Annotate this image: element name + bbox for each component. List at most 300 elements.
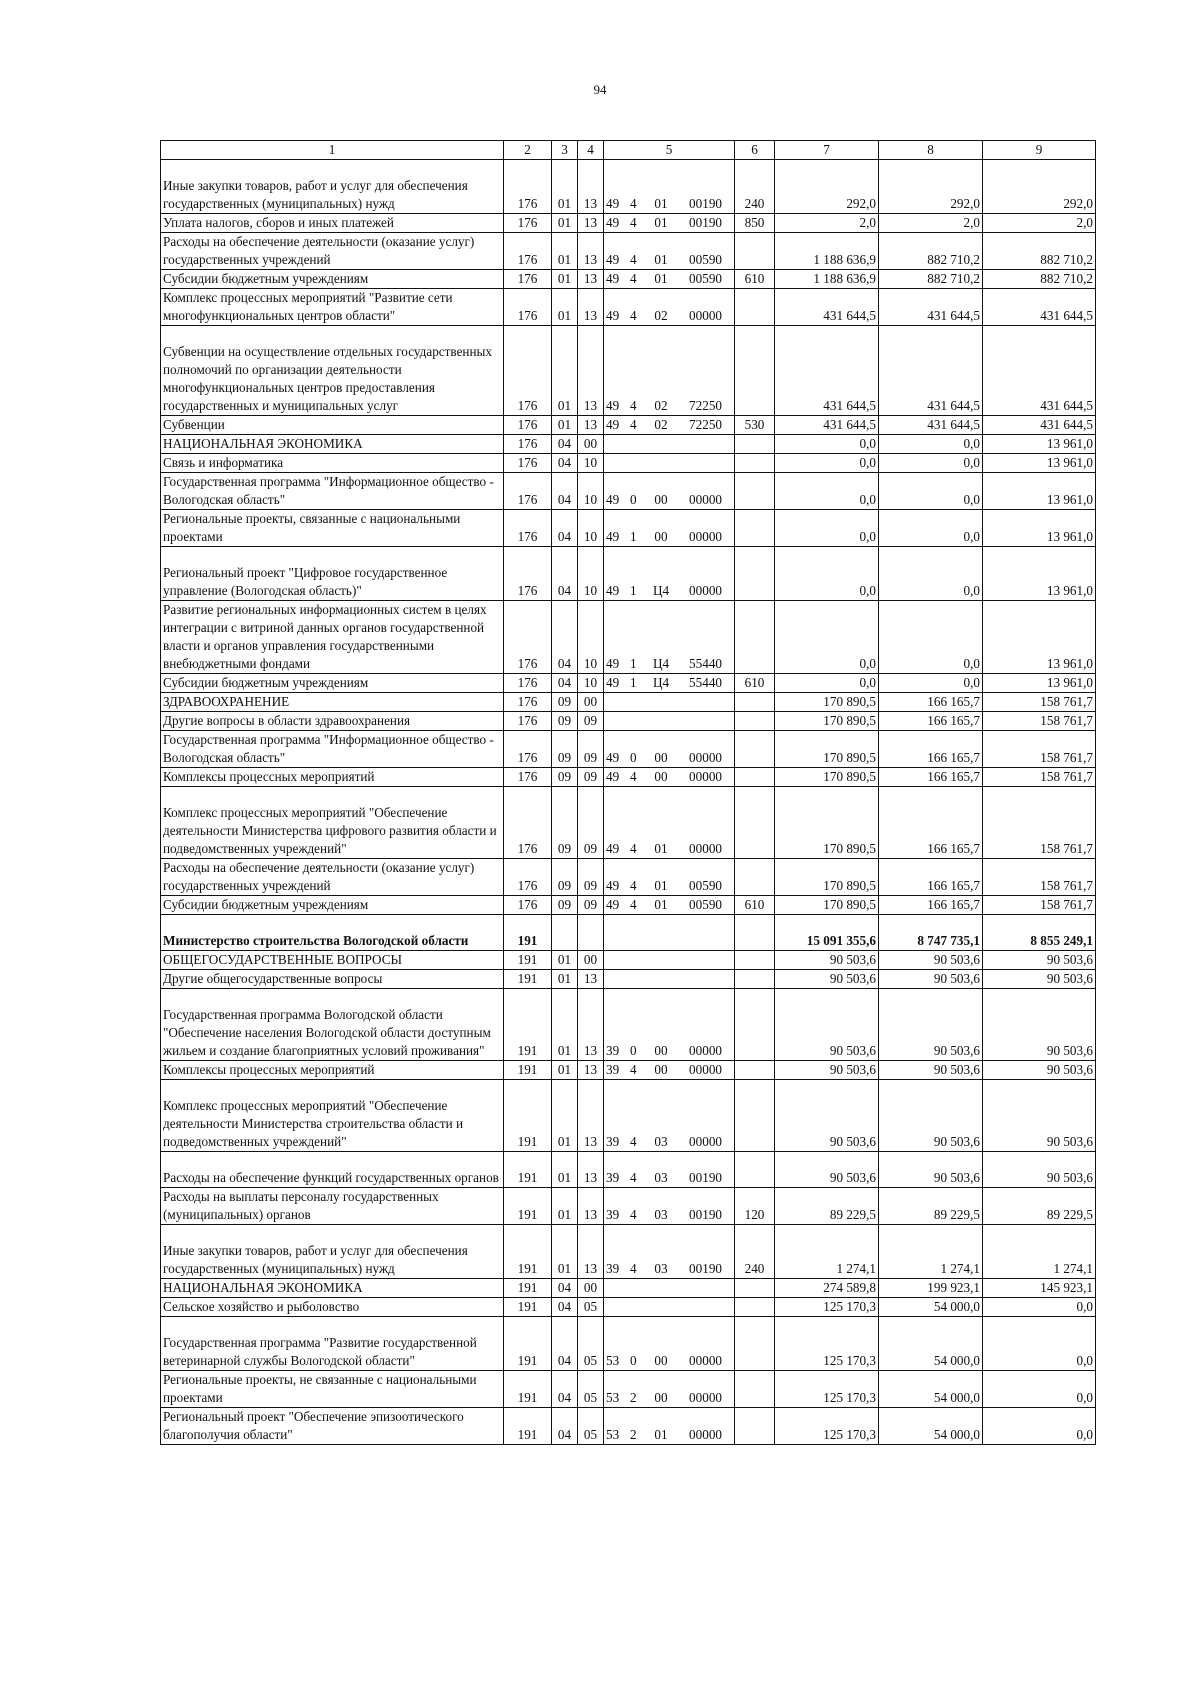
table-row xyxy=(161,674,1096,693)
code-ministry: 176 xyxy=(504,712,552,731)
code-subsection: 13 xyxy=(578,1225,604,1279)
code-ministry: 176 xyxy=(504,674,552,693)
code-expense-type: 530 xyxy=(735,416,775,435)
table-row xyxy=(161,896,1096,915)
table-row xyxy=(161,547,1096,601)
row-name: Субвенции на осуществление отдельных государственных полномочий по организации деятельности многофункциональных центров предоставления государственных и муниципальных услуг xyxy=(161,326,504,416)
code-expense-type xyxy=(735,233,775,270)
code-section: 04 xyxy=(552,1317,578,1371)
code-ministry: 176 xyxy=(504,547,552,601)
code-expense-type: 610 xyxy=(735,896,775,915)
code-section: 04 xyxy=(552,1298,578,1317)
row-name: Иные закупки товаров, работ и услуг для обеспечения государственных (муниципальных) нужд xyxy=(161,1225,504,1279)
code-section: 09 xyxy=(552,768,578,787)
amount-year-1: 90 503,6 xyxy=(775,970,879,989)
code-ministry: 176 xyxy=(504,896,552,915)
subprogram-code: 4 xyxy=(630,398,637,413)
code-expense-type: 850 xyxy=(735,214,775,233)
code-expense-type xyxy=(735,601,775,674)
amount-year-3: 90 503,6 xyxy=(983,970,1096,989)
code-section: 01 xyxy=(552,951,578,970)
code-target-article xyxy=(604,712,735,731)
amount-year-3: 2,0 xyxy=(983,214,1096,233)
amount-year-3: 13 961,0 xyxy=(983,674,1096,693)
code-section: 01 xyxy=(552,233,578,270)
code-expense-type xyxy=(735,1061,775,1080)
code-section: 01 xyxy=(552,326,578,416)
amount-year-2: 166 165,7 xyxy=(879,693,983,712)
amount-year-2: 166 165,7 xyxy=(879,712,983,731)
column-header: 5 xyxy=(604,141,735,160)
amount-year-3: 1 274,1 xyxy=(983,1225,1096,1279)
subprogram-code: 0 xyxy=(630,1043,637,1058)
direction-code: 00000 xyxy=(689,1043,722,1058)
program-code: 49 xyxy=(606,308,620,323)
code-section: 04 xyxy=(552,454,578,473)
amount-year-2: 199 923,1 xyxy=(879,1279,983,1298)
code-expense-type xyxy=(735,289,775,326)
table-body xyxy=(161,160,1096,1445)
table-row xyxy=(161,435,1096,454)
code-target-article xyxy=(604,951,735,970)
row-name: Субвенции xyxy=(161,416,504,435)
amount-year-3: 89 229,5 xyxy=(983,1188,1096,1225)
amount-year-1: 1 188 636,9 xyxy=(775,233,879,270)
code-target-article xyxy=(604,731,735,768)
row-name: Комплекс процессных мероприятий "Обеспечение деятельности Министерства строительства области и подведомственных учреждений" xyxy=(161,1080,504,1152)
table-row xyxy=(161,601,1096,674)
table-header-row xyxy=(161,141,1096,160)
direction-code: 00590 xyxy=(689,271,722,286)
code-target-article xyxy=(604,1080,735,1152)
code-ministry: 176 xyxy=(504,768,552,787)
amount-year-1: 274 589,8 xyxy=(775,1279,879,1298)
code-section: 01 xyxy=(552,214,578,233)
table-row xyxy=(161,787,1096,859)
direction-code: 00000 xyxy=(689,841,722,856)
amount-year-3: 90 503,6 xyxy=(983,1061,1096,1080)
code-section: 09 xyxy=(552,787,578,859)
subprogram-code: 2 xyxy=(630,1390,637,1405)
row-name: Государственная программа "Информационное общество - Вологодская область" xyxy=(161,473,504,510)
code-expense-type xyxy=(735,951,775,970)
amount-year-1: 89 229,5 xyxy=(775,1188,879,1225)
subprogram-code: 4 xyxy=(630,1261,637,1276)
amount-year-3: 158 761,7 xyxy=(983,768,1096,787)
table-row xyxy=(161,160,1096,214)
table-row xyxy=(161,473,1096,510)
amount-year-2: 0,0 xyxy=(879,454,983,473)
code-ministry: 191 xyxy=(504,1080,552,1152)
direction-code: 00000 xyxy=(689,529,722,544)
direction-code: 55440 xyxy=(689,675,722,690)
program-code: 49 xyxy=(606,529,620,544)
event-code: 00 xyxy=(654,1043,668,1058)
code-ministry: 176 xyxy=(504,270,552,289)
direction-code: 00590 xyxy=(689,897,722,912)
amount-year-2: 90 503,6 xyxy=(879,970,983,989)
amount-year-1: 170 890,5 xyxy=(775,712,879,731)
code-target-article xyxy=(604,896,735,915)
code-ministry: 191 xyxy=(504,1408,552,1445)
table-row xyxy=(161,454,1096,473)
amount-year-1: 90 503,6 xyxy=(775,1152,879,1188)
amount-year-1: 431 644,5 xyxy=(775,326,879,416)
code-ministry: 191 xyxy=(504,1317,552,1371)
code-subsection: 05 xyxy=(578,1317,604,1371)
amount-year-1: 0,0 xyxy=(775,454,879,473)
code-subsection: 05 xyxy=(578,1371,604,1408)
code-target-article xyxy=(604,473,735,510)
amount-year-1: 0,0 xyxy=(775,435,879,454)
direction-code: 72250 xyxy=(689,417,722,432)
event-code: 01 xyxy=(654,271,668,286)
amount-year-3: 13 961,0 xyxy=(983,435,1096,454)
amount-year-1: 0,0 xyxy=(775,510,879,547)
event-code: 01 xyxy=(654,878,668,893)
amount-year-3: 13 961,0 xyxy=(983,454,1096,473)
row-name: Расходы на обеспечение деятельности (оказание услуг) государственных учреждений xyxy=(161,233,504,270)
code-subsection: 10 xyxy=(578,473,604,510)
code-subsection xyxy=(578,915,604,951)
direction-code: 00190 xyxy=(689,1170,722,1185)
amount-year-2: 882 710,2 xyxy=(879,270,983,289)
direction-code: 00590 xyxy=(689,252,722,267)
column-header: 7 xyxy=(775,141,879,160)
code-target-article xyxy=(604,1188,735,1225)
program-code: 49 xyxy=(606,897,620,912)
row-name: Сельское хозяйство и рыболовство xyxy=(161,1298,504,1317)
program-code: 39 xyxy=(606,1043,620,1058)
amount-year-1: 90 503,6 xyxy=(775,951,879,970)
code-ministry: 191 xyxy=(504,1225,552,1279)
code-section: 04 xyxy=(552,1371,578,1408)
subprogram-code: 4 xyxy=(630,417,637,432)
code-expense-type xyxy=(735,1298,775,1317)
program-code: 39 xyxy=(606,1134,620,1149)
row-name: Расходы на обеспечение деятельности (оказание услуг) государственных учреждений xyxy=(161,859,504,896)
code-subsection: 09 xyxy=(578,712,604,731)
table-row xyxy=(161,1080,1096,1152)
code-ministry: 191 xyxy=(504,1298,552,1317)
code-target-article xyxy=(604,915,735,951)
direction-code: 00000 xyxy=(689,750,722,765)
code-target-article xyxy=(604,1408,735,1445)
amount-year-2: 431 644,5 xyxy=(879,289,983,326)
code-subsection: 00 xyxy=(578,1279,604,1298)
amount-year-2: 8 747 735,1 xyxy=(879,915,983,951)
code-expense-type xyxy=(735,1080,775,1152)
code-target-article xyxy=(604,270,735,289)
amount-year-1: 2,0 xyxy=(775,214,879,233)
code-expense-type xyxy=(735,1317,775,1371)
row-name: Субсидии бюджетным учреждениям xyxy=(161,674,504,693)
amount-year-2: 431 644,5 xyxy=(879,326,983,416)
code-ministry: 176 xyxy=(504,601,552,674)
code-subsection: 13 xyxy=(578,970,604,989)
table-row xyxy=(161,915,1096,951)
code-section: 04 xyxy=(552,1279,578,1298)
code-subsection: 13 xyxy=(578,160,604,214)
code-target-article xyxy=(604,989,735,1061)
table-row xyxy=(161,1061,1096,1080)
amount-year-1: 0,0 xyxy=(775,473,879,510)
direction-code: 00000 xyxy=(689,1134,722,1149)
row-name: Региональные проекты, связанные с национальными проектами xyxy=(161,510,504,547)
code-ministry: 176 xyxy=(504,859,552,896)
code-expense-type: 240 xyxy=(735,1225,775,1279)
row-name: Комплекс процессных мероприятий "Развитие сети многофункциональных центров области" xyxy=(161,289,504,326)
event-code: Ц4 xyxy=(652,656,670,671)
amount-year-1: 292,0 xyxy=(775,160,879,214)
row-name: Региональные проекты, не связанные с национальными проектами xyxy=(161,1371,504,1408)
event-code: 01 xyxy=(654,215,668,230)
program-code: 39 xyxy=(606,1062,620,1077)
code-subsection: 00 xyxy=(578,435,604,454)
event-code: 00 xyxy=(654,750,668,765)
code-ministry: 176 xyxy=(504,214,552,233)
amount-year-3: 90 503,6 xyxy=(983,951,1096,970)
code-section: 04 xyxy=(552,601,578,674)
amount-year-2: 54 000,0 xyxy=(879,1298,983,1317)
amount-year-2: 54 000,0 xyxy=(879,1408,983,1445)
code-ministry: 191 xyxy=(504,1188,552,1225)
row-name: Комплексы процессных мероприятий xyxy=(161,1061,504,1080)
amount-year-3: 90 503,6 xyxy=(983,989,1096,1061)
code-target-article xyxy=(604,674,735,693)
code-target-article xyxy=(604,601,735,674)
code-target-article xyxy=(604,1279,735,1298)
table-row xyxy=(161,326,1096,416)
amount-year-2: 166 165,7 xyxy=(879,896,983,915)
code-expense-type xyxy=(735,768,775,787)
subprogram-code: 4 xyxy=(630,897,637,912)
event-code: 02 xyxy=(654,308,668,323)
table-row xyxy=(161,233,1096,270)
amount-year-1: 125 170,3 xyxy=(775,1317,879,1371)
direction-code: 55440 xyxy=(689,656,722,671)
amount-year-1: 125 170,3 xyxy=(775,1408,879,1445)
program-code: 39 xyxy=(606,1170,620,1185)
amount-year-2: 90 503,6 xyxy=(879,989,983,1061)
amount-year-1: 431 644,5 xyxy=(775,416,879,435)
code-ministry: 191 xyxy=(504,970,552,989)
code-expense-type xyxy=(735,454,775,473)
direction-code: 00000 xyxy=(689,308,722,323)
amount-year-2: 166 165,7 xyxy=(879,731,983,768)
amount-year-2: 90 503,6 xyxy=(879,1152,983,1188)
amount-year-1: 170 890,5 xyxy=(775,731,879,768)
code-target-article xyxy=(604,326,735,416)
code-expense-type xyxy=(735,712,775,731)
program-code: 49 xyxy=(606,769,620,784)
code-subsection: 13 xyxy=(578,214,604,233)
code-section: 04 xyxy=(552,473,578,510)
code-expense-type xyxy=(735,473,775,510)
code-section: 01 xyxy=(552,1080,578,1152)
amount-year-3: 145 923,1 xyxy=(983,1279,1096,1298)
column-header: 6 xyxy=(735,141,775,160)
event-code: Ц4 xyxy=(652,675,670,690)
code-subsection: 10 xyxy=(578,674,604,693)
subprogram-code: 4 xyxy=(630,878,637,893)
code-target-article xyxy=(604,435,735,454)
row-name: НАЦИОНАЛЬНАЯ ЭКОНОМИКА xyxy=(161,1279,504,1298)
code-target-article xyxy=(604,787,735,859)
program-code: 49 xyxy=(606,878,620,893)
program-code: 49 xyxy=(606,492,620,507)
row-name: Комплексы процессных мероприятий xyxy=(161,768,504,787)
code-ministry: 176 xyxy=(504,233,552,270)
table-row xyxy=(161,859,1096,896)
code-target-article xyxy=(604,214,735,233)
row-name: Другие вопросы в области здравоохранения xyxy=(161,712,504,731)
code-section: 01 xyxy=(552,1188,578,1225)
subprogram-code: 4 xyxy=(630,769,637,784)
column-header: 2 xyxy=(504,141,552,160)
row-name: Другие общегосударственные вопросы xyxy=(161,970,504,989)
event-code: 01 xyxy=(654,897,668,912)
program-code: 49 xyxy=(606,271,620,286)
amount-year-2: 882 710,2 xyxy=(879,233,983,270)
event-code: 03 xyxy=(654,1170,668,1185)
amount-year-3: 431 644,5 xyxy=(983,416,1096,435)
amount-year-3: 431 644,5 xyxy=(983,326,1096,416)
code-ministry: 191 xyxy=(504,989,552,1061)
code-section: 04 xyxy=(552,547,578,601)
subprogram-code: 4 xyxy=(630,841,637,856)
subprogram-code: 1 xyxy=(630,583,637,598)
amount-year-3: 158 761,7 xyxy=(983,731,1096,768)
code-expense-type xyxy=(735,859,775,896)
amount-year-1: 170 890,5 xyxy=(775,859,879,896)
table-row xyxy=(161,1298,1096,1317)
code-expense-type: 120 xyxy=(735,1188,775,1225)
table-row xyxy=(161,951,1096,970)
row-name: Субсидии бюджетным учреждениям xyxy=(161,896,504,915)
code-subsection: 05 xyxy=(578,1408,604,1445)
amount-year-3: 158 761,7 xyxy=(983,859,1096,896)
code-subsection: 13 xyxy=(578,270,604,289)
subprogram-code: 2 xyxy=(630,1427,637,1442)
code-section: 09 xyxy=(552,712,578,731)
code-section: 01 xyxy=(552,970,578,989)
row-name: Министерство строительства Вологодской области xyxy=(161,915,504,951)
subprogram-code: 4 xyxy=(630,196,637,211)
code-section: 04 xyxy=(552,1408,578,1445)
code-target-article xyxy=(604,1225,735,1279)
code-expense-type xyxy=(735,547,775,601)
amount-year-1: 0,0 xyxy=(775,674,879,693)
code-expense-type: 610 xyxy=(735,674,775,693)
table-row xyxy=(161,416,1096,435)
row-name: Расходы на обеспечение функций государственных органов xyxy=(161,1152,504,1188)
row-name: Уплата налогов, сборов и иных платежей xyxy=(161,214,504,233)
code-section: 04 xyxy=(552,674,578,693)
subprogram-code: 0 xyxy=(630,750,637,765)
amount-year-3: 158 761,7 xyxy=(983,712,1096,731)
table-row xyxy=(161,1152,1096,1188)
amount-year-2: 0,0 xyxy=(879,674,983,693)
amount-year-1: 170 890,5 xyxy=(775,768,879,787)
subprogram-code: 4 xyxy=(630,215,637,230)
code-target-article xyxy=(604,233,735,270)
amount-year-2: 166 165,7 xyxy=(879,859,983,896)
code-expense-type: 240 xyxy=(735,160,775,214)
code-subsection: 13 xyxy=(578,1080,604,1152)
code-expense-type xyxy=(735,1371,775,1408)
code-section: 09 xyxy=(552,859,578,896)
amount-year-3: 0,0 xyxy=(983,1408,1096,1445)
table-row xyxy=(161,731,1096,768)
amount-year-1: 90 503,6 xyxy=(775,1080,879,1152)
amount-year-3: 158 761,7 xyxy=(983,787,1096,859)
code-ministry: 191 xyxy=(504,1152,552,1188)
event-code: 02 xyxy=(654,398,668,413)
table-row xyxy=(161,989,1096,1061)
subprogram-code: 4 xyxy=(630,252,637,267)
code-ministry: 191 xyxy=(504,1371,552,1408)
direction-code: 72250 xyxy=(689,398,722,413)
amount-year-3: 882 710,2 xyxy=(983,270,1096,289)
amount-year-3: 13 961,0 xyxy=(983,601,1096,674)
code-target-article xyxy=(604,1152,735,1188)
code-target-article xyxy=(604,1371,735,1408)
amount-year-3: 158 761,7 xyxy=(983,693,1096,712)
event-code: 00 xyxy=(654,1062,668,1077)
column-header: 3 xyxy=(552,141,578,160)
subprogram-code: 4 xyxy=(630,271,637,286)
code-ministry: 191 xyxy=(504,915,552,951)
code-ministry: 176 xyxy=(504,510,552,547)
code-subsection: 10 xyxy=(578,601,604,674)
code-expense-type xyxy=(735,1408,775,1445)
code-subsection: 13 xyxy=(578,326,604,416)
code-target-article xyxy=(604,859,735,896)
code-ministry: 176 xyxy=(504,731,552,768)
direction-code: 00000 xyxy=(689,1427,722,1442)
code-section: 09 xyxy=(552,731,578,768)
table-row xyxy=(161,1279,1096,1298)
amount-year-3: 90 503,6 xyxy=(983,1152,1096,1188)
code-target-article xyxy=(604,160,735,214)
program-code: 49 xyxy=(606,417,620,432)
event-code: 00 xyxy=(654,1390,668,1405)
table-row xyxy=(161,970,1096,989)
amount-year-1: 170 890,5 xyxy=(775,693,879,712)
code-expense-type xyxy=(735,970,775,989)
code-section: 01 xyxy=(552,289,578,326)
amount-year-2: 54 000,0 xyxy=(879,1371,983,1408)
event-code: 00 xyxy=(654,529,668,544)
code-subsection: 13 xyxy=(578,289,604,326)
event-code: 00 xyxy=(654,492,668,507)
code-target-article xyxy=(604,970,735,989)
code-subsection: 13 xyxy=(578,416,604,435)
code-target-article xyxy=(604,768,735,787)
code-expense-type xyxy=(735,435,775,454)
amount-year-2: 1 274,1 xyxy=(879,1225,983,1279)
program-code: 53 xyxy=(606,1390,620,1405)
program-code: 49 xyxy=(606,252,620,267)
code-subsection: 13 xyxy=(578,1152,604,1188)
amount-year-2: 90 503,6 xyxy=(879,1080,983,1152)
code-subsection: 00 xyxy=(578,951,604,970)
direction-code: 00590 xyxy=(689,878,722,893)
table-row xyxy=(161,1317,1096,1371)
code-ministry: 191 xyxy=(504,1279,552,1298)
code-section: 04 xyxy=(552,510,578,547)
